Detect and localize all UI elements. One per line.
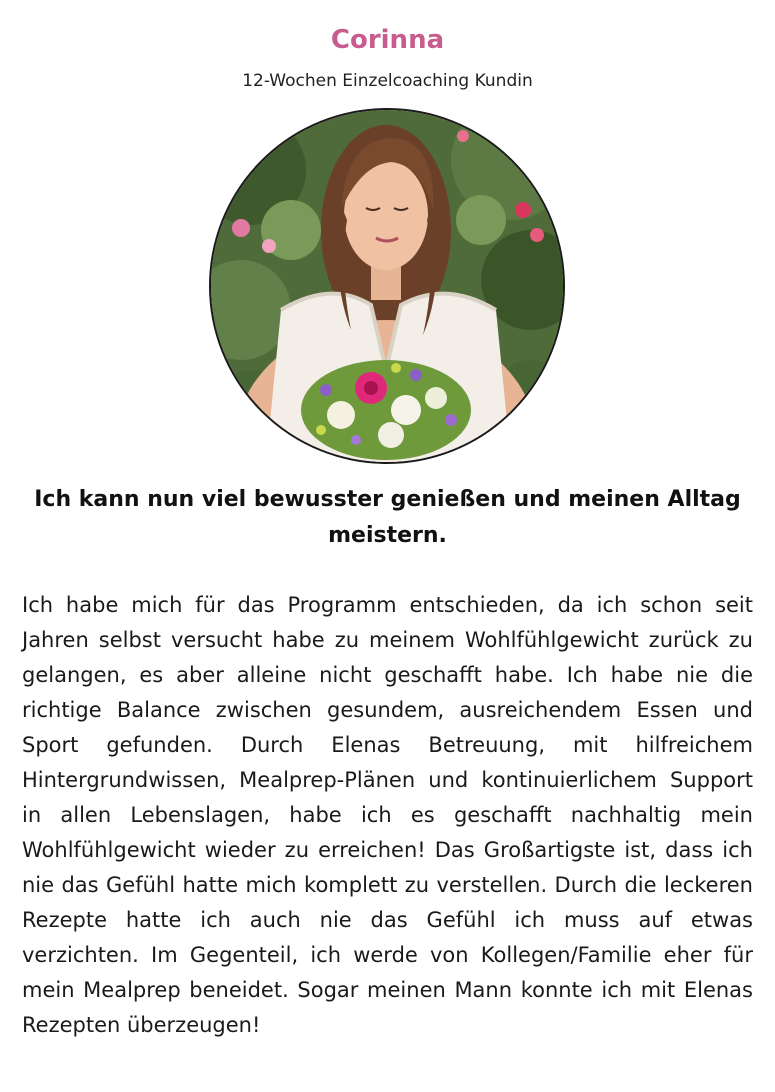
customer-subtitle: 12-Wochen Einzelcoaching Kundin	[242, 71, 533, 91]
testimonial-headline: Ich kann nun viel bewusster genießen und meinen Alltag meistern.	[34, 487, 741, 548]
testimonial-body: Ich habe mich für das Programm entschieden, da ich schon seit Jahren selbst versucht habe zu meinem Wohlfühlgewicht zurück zu gelangen, es aber alleine nicht geschafft habe. Ich habe nie die richtige Balance zwischen gesundem, ausreichendem Essen und Sport gefunden. Durch Elenas Betreuung, mit hilfreichem Hintergrundwissen, Mealprep-Plänen und kontinuierlichem Support in allen Lebenslagen, habe ich es geschafft nachhaltig mein Wohlfühlgewicht wieder zu erreichen! Das Großartigste ist, dass ich nie das Gefühl hatte mich komplett zu verstellen. Durch die leckeren Rezepte hatte ich auch nie das Gefühl ich muss auf etwas verzichten. Im Gegenteil, ich werde von Kollegen/Familie eher für mein Mealprep beneidet. Sogar meinen Mann konnte ich mit Elenas Rezepten überzeugen!	[22, 593, 753, 1037]
customer-photo	[209, 108, 565, 464]
customer-name: Corinna	[330, 25, 445, 55]
